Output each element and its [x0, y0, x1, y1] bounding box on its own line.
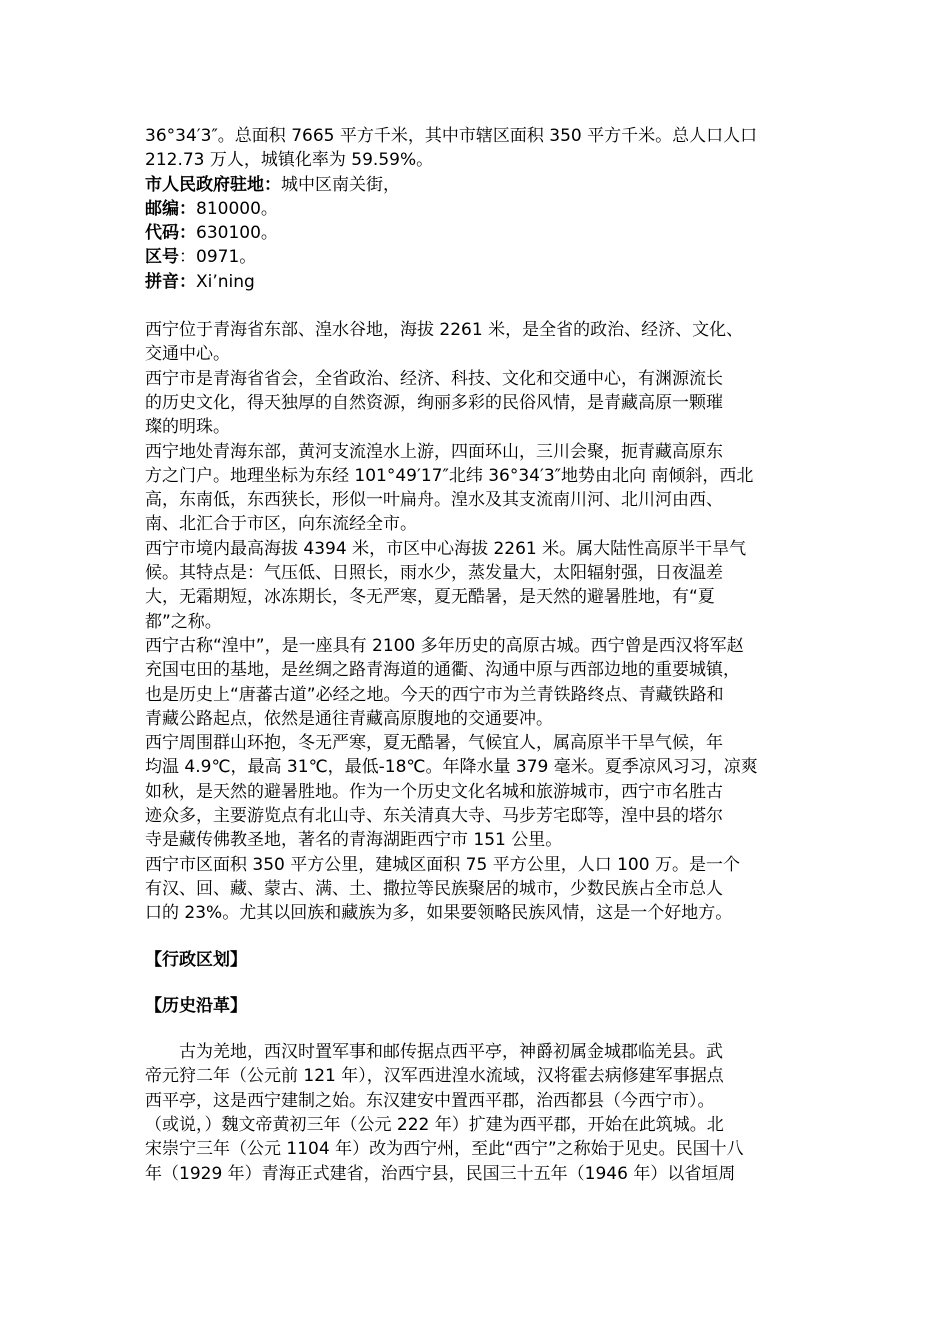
paragraph-line: 如秋，是天然的避暑胜地。作为一个历史文化名城和旅游城市，西宁市名胜古 — [145, 781, 723, 802]
field-government-seat — [145, 173, 810, 197]
paragraph-tourism — [145, 731, 810, 852]
paragraph-line: 方之门户。地理坐标为东经 101°49′17″北纬 36°34′3″地势由北向 南倾斜，西北 — [145, 465, 754, 486]
field-value: ：0971。 — [179, 247, 257, 268]
intro-line: 212.73 万人，城镇化率为 59.59%。 — [145, 150, 434, 171]
paragraph-line: 年（1929 年）青海正式建省，治西宁县，民国三十五年（1946 年）以省垣周 — [145, 1163, 736, 1184]
paragraph-line: 候。其特点是：气压低、日照长，雨水少，蒸发量大，太阳辐射强，日夜温差 — [145, 563, 723, 584]
field-label: 邮编： — [145, 198, 196, 219]
field-division-code — [145, 221, 810, 245]
field-value: Xi’ning — [196, 271, 255, 292]
paragraph-location — [145, 318, 810, 367]
document-page — [145, 124, 810, 1186]
paragraph-line: 西宁市是青海省省会，全省政治、经济、科技、文化和交通中心，有渊源流长 — [145, 368, 723, 389]
section-gap — [145, 972, 810, 994]
field-label: 区号 — [145, 247, 179, 268]
paragraph-line: 青藏公路起点，依然是通往青藏高原腹地的交通要冲。 — [145, 708, 553, 729]
paragraph-line: 口的 23%。尤其以回族和藏族为多，如果要领略民族风情，这是一个好地方。 — [145, 903, 733, 924]
paragraph-line: 都”之称。 — [145, 611, 222, 632]
paragraph-line: 西宁位于青海省东部、湟水谷地，海拔 2261 米，是全省的政治、经济、文化、 — [145, 320, 744, 341]
paragraph-line: 西宁地处青海东部，黄河支流湟水上游，四面环山，三川会聚，扼青藏高原东 — [145, 441, 723, 462]
field-postal-code — [145, 197, 810, 221]
paragraph-line: 充国屯田的基地，是丝绸之路青海道的通衢、沟通中原与西部边地的重要城镇， — [145, 660, 740, 681]
paragraph-line: 帝元狩二年（公元前 121 年），汉军西进湟水流域，汉将霍去病修建军事据点 — [145, 1066, 724, 1087]
heading-history: 【历史沿革】 — [145, 995, 247, 1016]
paragraph-line: 也是历史上“唐蕃古道”必经之地。今天的西宁市为兰青铁路终点、青藏铁路和 — [145, 684, 724, 705]
paragraph-line: 西平亭，这是西宁建制之始。东汉建安中置西平郡，治西都县（今西宁市）。 — [145, 1090, 715, 1111]
paragraph-ancient-city — [145, 634, 810, 731]
field-area-code — [145, 245, 810, 269]
paragraph-line: 交通中心。 — [145, 344, 230, 365]
paragraph-line: 璨的明珠。 — [145, 417, 230, 438]
paragraph-line: 迹众多，主要游览点有北山寺、东关清真大寺、马步芳宅邸等，湟中县的塔尔 — [145, 806, 723, 827]
paragraph-capital — [145, 367, 810, 440]
paragraph-line: 均温 4.9℃，最高 31℃，最低-18℃。年降水量 379 毫米。夏季凉风习习，凉爽 — [145, 757, 758, 778]
blank-line — [145, 294, 810, 318]
paragraph-line: 大，无霜期短，冰冻期长，冬无严寒，夏无酷暑，是天然的避暑胜地，有“夏 — [145, 587, 715, 608]
section-gap — [145, 1018, 810, 1040]
field-value: 630100。 — [196, 223, 278, 244]
field-label: 拼音： — [145, 271, 196, 292]
field-label: 市人民政府驻地： — [145, 174, 281, 195]
paragraph-line: 西宁周围群山环抱，冬无严寒，夏无酷暑，气候宜人，属高原半干旱气候，年 — [145, 733, 723, 754]
paragraph-line: 西宁古称“湟中”，是一座具有 2100 多年历史的高原古城。西宁曾是西汉将军赵 — [145, 635, 744, 656]
paragraph-line: 宋崇宁三年（公元 1104 年）改为西宁州，至此“西宁”之称始于见史。民国十八 — [145, 1139, 744, 1160]
paragraph-line: 有汉、回、藏、蒙古、满、土、撒拉等民族聚居的城市，少数民族占全市总人 — [145, 878, 723, 899]
field-value: 810000。 — [196, 198, 278, 219]
paragraph-geography — [145, 440, 810, 537]
paragraph-line: 的历史文化，得天独厚的自然资源，绚丽多彩的民俗风情，是青藏高原一颗璀 — [145, 392, 723, 413]
paragraph-history — [145, 1040, 810, 1186]
intro-block — [145, 124, 810, 173]
intro-line: 36°34′3″。总面积 7665 平方千米，其中市辖区面积 350 平方千米。总人口人口 — [145, 126, 758, 146]
heading-admin-division: 【行政区划】 — [145, 949, 247, 970]
paragraph-line: 南、北汇合于市区，向东流经全市。 — [145, 514, 417, 535]
field-pinyin — [145, 270, 810, 294]
paragraph-climate — [145, 537, 810, 634]
field-value: 城中区南关街， — [281, 174, 400, 195]
paragraph-line: 寺是藏传佛教圣地，著名的青海湖距西宁市 151 公里。 — [145, 830, 563, 851]
paragraph-line: 高，东南低，东西狭长，形似一叶扁舟。湟水及其支流南川河、北川河由西、 — [145, 490, 723, 511]
paragraph-line: 古为羌地，西汉时置军事和邮传据点西平亭，神爵初属金城郡临羌县。武 — [179, 1042, 723, 1063]
paragraph-population — [145, 853, 810, 926]
paragraph-line: 西宁市区面积 350 平方公里，建城区面积 75 平方公里，人口 100 万。是一个 — [145, 854, 740, 875]
section-gap — [145, 926, 810, 948]
fields-block — [145, 173, 810, 294]
field-label: 代码： — [145, 223, 196, 244]
paragraph-line: （或说，）魏文帝黄初三年（公元 222 年）扩建为西平郡，开始在此筑城。北 — [145, 1114, 724, 1135]
paragraph-line: 西宁市境内最高海拔 4394 米，市区中心海拔 2261 米。属大陆性高原半干旱气 — [145, 538, 747, 559]
